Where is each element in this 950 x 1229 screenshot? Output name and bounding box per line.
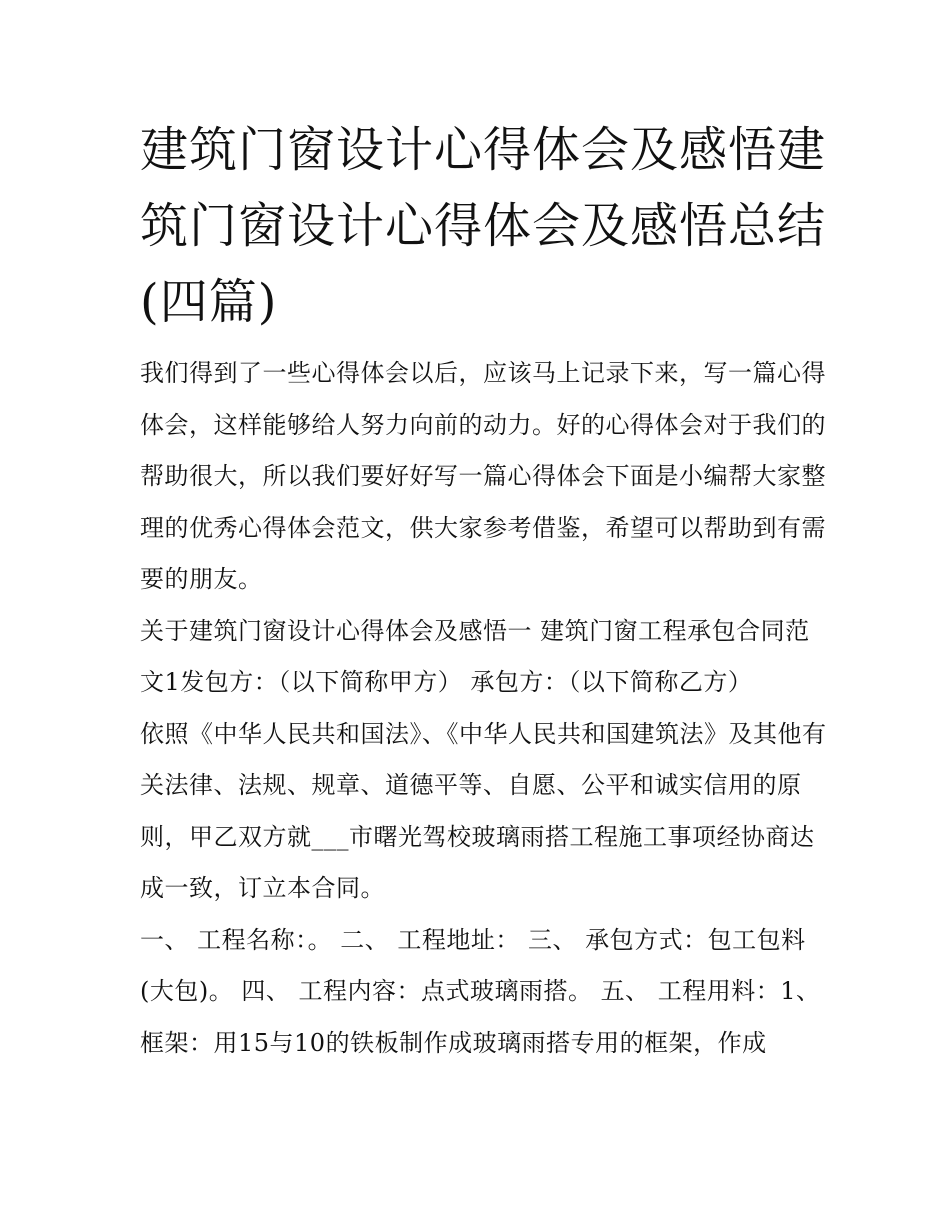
document-title: 建筑门窗设计心得体会及感悟建筑门窗设计心得体会及感悟总结(四篇) bbox=[140, 122, 827, 330]
project-details-paragraph: 一、 工程名称：。 二、 工程地址： 三、 承包方式：包工包料(大包)。 四、 工程内容：点式玻璃雨搭。 五、 工程用料：1、框架：用15与10的铁板制作成玻璃雨搭专用的框架，作成 bbox=[140, 925, 821, 1057]
legal-basis-paragraph: 依照《中华人民共和国法》、《中华人民共和国建筑法》及其他有关法律、法规、规章、道德平等、自愿、公平和诚实信用的原则，甲乙双方就___市曙光驾校玻璃雨搭工程施工事项经协商达成一致，订立本合同。 bbox=[140, 719, 827, 902]
document-page bbox=[140, 112, 830, 1069]
contract-heading-paragraph: 关于建筑门窗设计心得体会及感悟一 建筑门窗工程承包合同范文1发包方：（以下简称甲方） 承包方：（以下简称乙方） bbox=[140, 616, 810, 696]
intro-paragraph: 我们得到了一些心得体会以后，应该马上记录下来，写一篇心得体会，这样能够给人努力向前的动力。好的心得体会对于我们的帮助很大，所以我们要好好写一篇心得体会下面是小编帮大家整理的优秀心得体会范文，供大家参考借鉴，希望可以帮助到有需要的朋友。 bbox=[140, 359, 826, 593]
